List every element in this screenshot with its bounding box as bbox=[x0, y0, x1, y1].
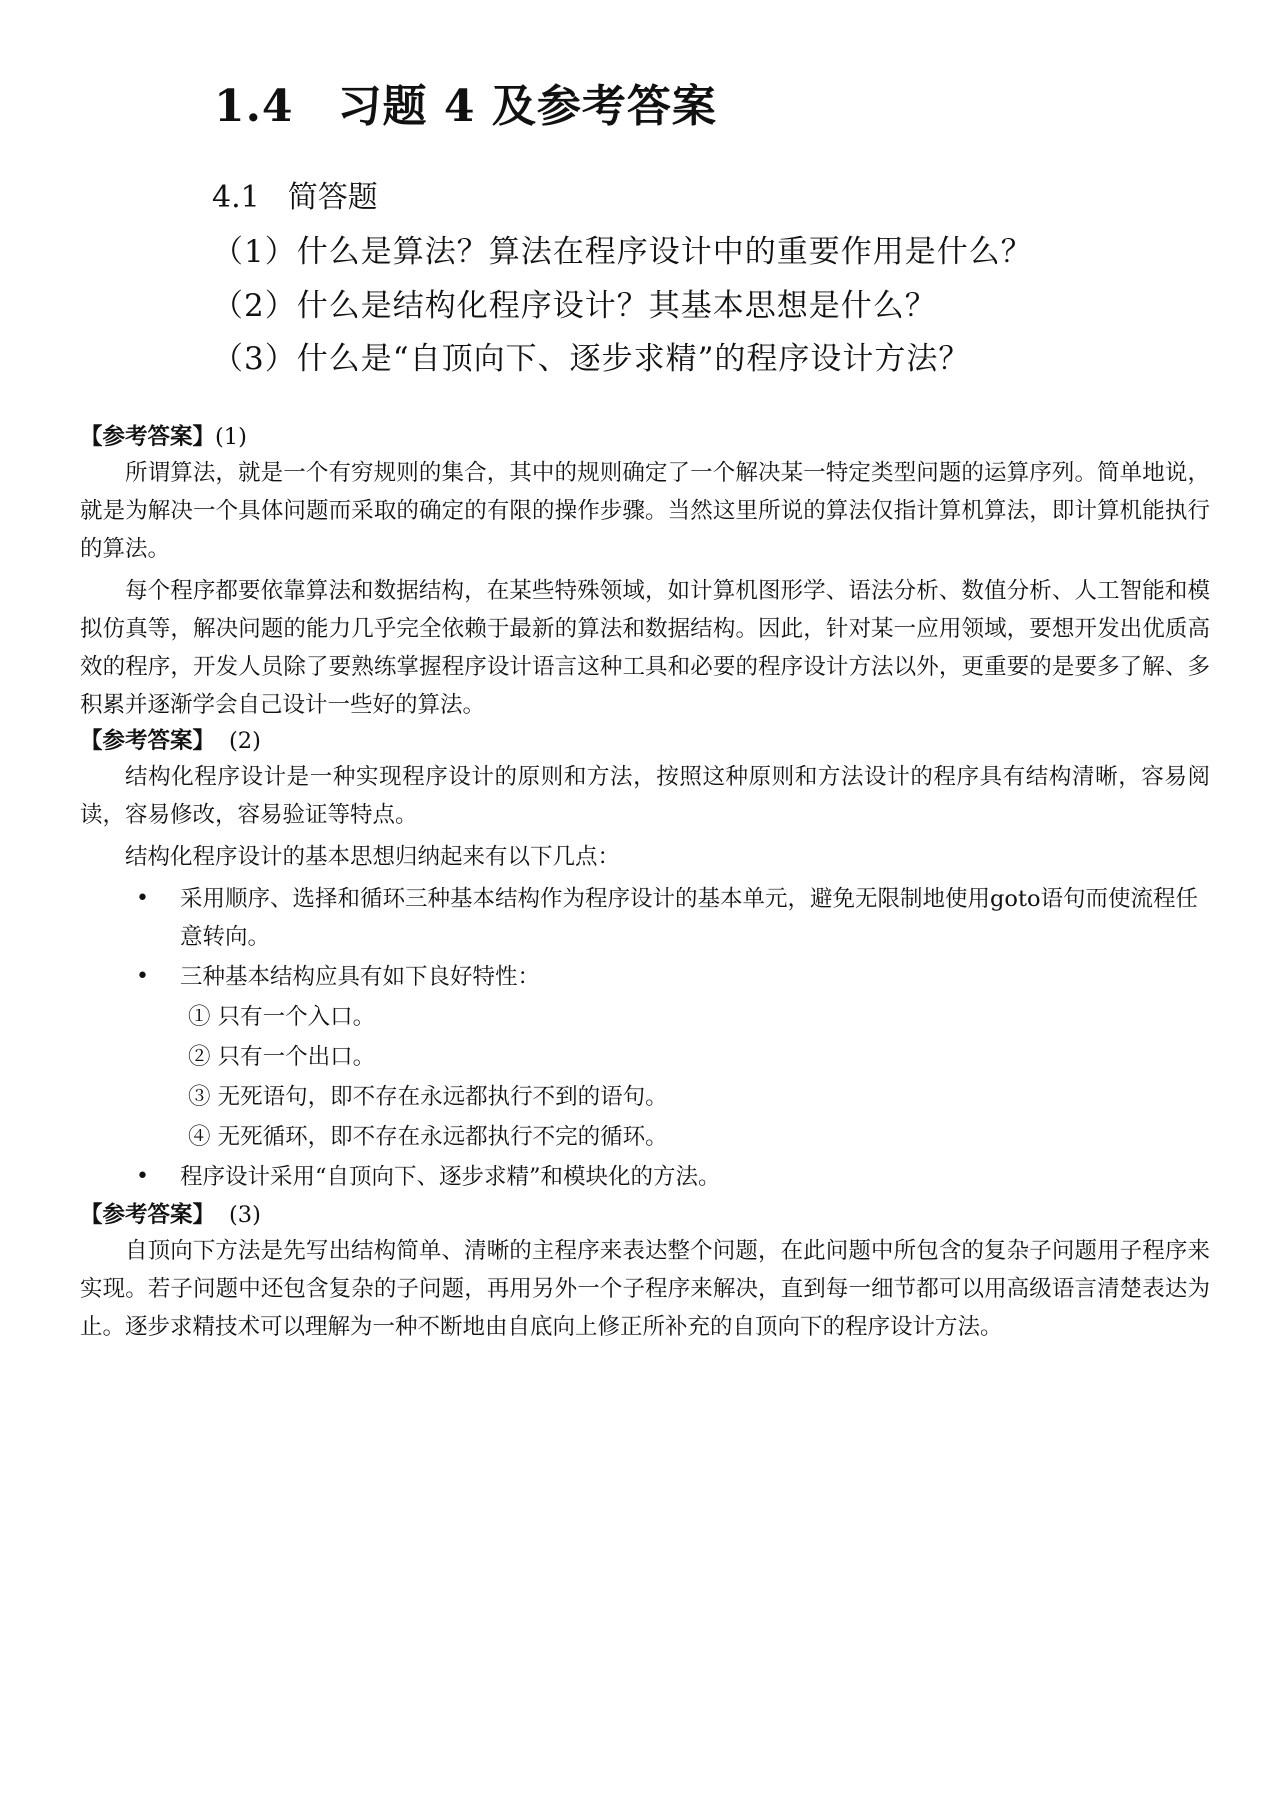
bullet-item: • 程序设计采用“自顶向下、逐步求精”和模块化的方法。 bbox=[80, 1158, 1210, 1196]
numbered-sub-item: ① 只有一个入口。 bbox=[188, 1004, 376, 1030]
answer-3-paragraph: 自顶向下方法是先写出结构简单、清晰的主程序来表达整个问题，在此问题中所包含的复杂子问题用子程序来实现。若子问题中还包含复杂的子问题，再用另外一个子程序来解决，直到每一细节都可以用高级语言清楚表达为止。逐步求精技术可以理解为一种不断地由自底向上修正所补充的自顶向下的程序设计方法。 bbox=[80, 1238, 1210, 1340]
subsection-heading bbox=[212, 172, 378, 216]
answer-2-paragraph: 结构化程序设计的基本思想归纳起来有以下几点： bbox=[125, 844, 621, 870]
subsection-title: 简答题 bbox=[287, 180, 378, 215]
answer-2-heading bbox=[80, 724, 1210, 758]
answer-label: 【参考答案】 bbox=[80, 1202, 216, 1228]
answer-1-number: (1) bbox=[215, 424, 247, 450]
section-title bbox=[214, 70, 717, 134]
answer-label: 【参考答案】 bbox=[80, 424, 216, 450]
question-1: （1）什么是算法？算法在程序设计中的重要作用是什么？ bbox=[212, 234, 1033, 270]
numbered-sub-item: ③ 无死语句，即不存在永远都执行不到的语句。 bbox=[188, 1084, 668, 1110]
answer-1-heading bbox=[80, 420, 1210, 454]
answer-3-heading bbox=[80, 1198, 1210, 1232]
answer-2-number: (2) bbox=[229, 728, 261, 754]
bullet-item: • 采用顺序、选择和循环三种基本结构作为程序设计的基本单元，避免无限制地使用goto语句而使流程任意转向。 bbox=[80, 880, 1210, 956]
answer-label: 【参考答案】 bbox=[80, 728, 216, 754]
section-number: 1.4 bbox=[214, 81, 294, 132]
subsection-number: 4.1 bbox=[212, 180, 260, 215]
answers-section bbox=[80, 420, 1210, 1350]
answer-1-paragraph: 所谓算法，就是一个有穷规则的集合，其中的规则确定了一个解决某一特定类型问题的运算序列。简单地说，就是为解决一个具体问题而采取的确定的有限的操作步骤。当然这里所说的算法仅指计算机算法，即计算机能执行的算法。 bbox=[80, 460, 1210, 562]
bullet-item: • 三种基本结构应具有如下良好特性： bbox=[80, 958, 1210, 996]
answer-1-paragraph: 每个程序都要依靠算法和数据结构，在某些特殊领域，如计算机图形学、语法分析、数值分析、人工智能和模拟仿真等，解决问题的能力几乎完全依赖于最新的算法和数据结构。因此，针对某一应用领域，要想开发出优质高效的程序，开发人员除了要熟练掌握程序设计语言这种工具和必要的程序设计方法以外，更重要的是要多了解、多积累并逐渐学会自己设计一些好的算法。 bbox=[80, 578, 1210, 718]
numbered-sub-item: ④ 无死循环，即不存在永远都执行不完的循环。 bbox=[188, 1124, 668, 1150]
answer-2-paragraph: 结构化程序设计是一种实现程序设计的原则和方法，按照这种原则和方法设计的程序具有结构清晰，容易阅读，容易修改，容易验证等特点。 bbox=[80, 764, 1210, 828]
question-3: （3）什么是“自顶向下、逐步求精”的程序设计方法？ bbox=[212, 341, 971, 377]
answer-3-number: (3) bbox=[229, 1202, 261, 1228]
section-title-text: 习题 4 及参考答案 bbox=[337, 81, 717, 132]
numbered-sub-item: ② 只有一个出口。 bbox=[188, 1044, 376, 1070]
question-2: （2）什么是结构化程序设计？其基本思想是什么？ bbox=[212, 288, 937, 324]
